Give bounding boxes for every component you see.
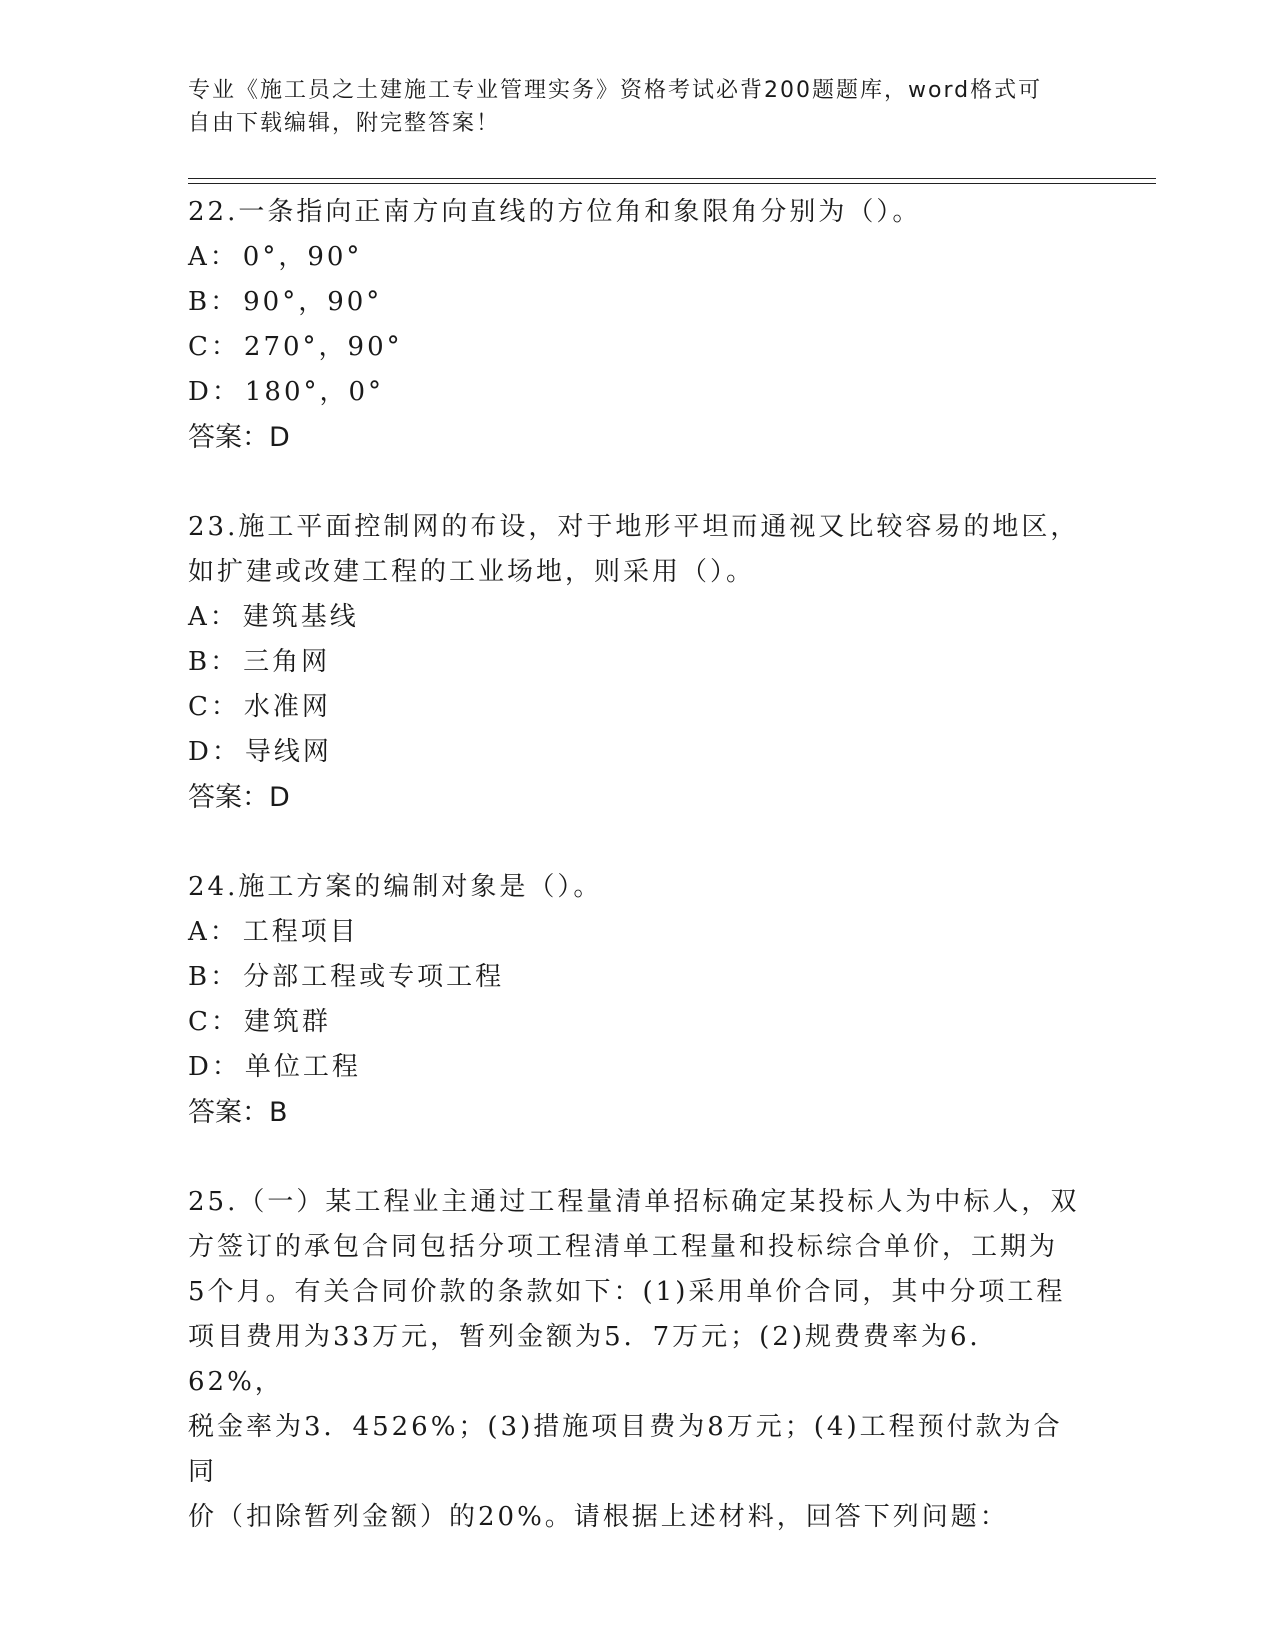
option-d bbox=[188, 730, 1088, 775]
option-a bbox=[188, 235, 1088, 280]
option-a bbox=[188, 910, 1088, 955]
question-stem bbox=[188, 190, 1088, 235]
option-letter: A： bbox=[188, 917, 239, 947]
question-stem-line: 价（扣除暂列金额）的20%。请根据上述材料，回答下列问题： bbox=[188, 1502, 1009, 1532]
option-d bbox=[188, 1045, 1088, 1090]
header-divider-top bbox=[188, 178, 1156, 179]
question-24 bbox=[188, 865, 1088, 1135]
option-text: 单位工程 bbox=[244, 1052, 361, 1082]
header-line-2: 自由下载编辑，附完整答案！ bbox=[188, 111, 501, 136]
option-letter: B： bbox=[188, 647, 240, 677]
option-letter: A： bbox=[188, 242, 239, 272]
option-b bbox=[188, 280, 1088, 325]
option-letter: D： bbox=[188, 1052, 241, 1082]
question-stem-line: 如扩建或改建工程的工业场地，则采用（）。 bbox=[188, 557, 756, 587]
header-divider-bottom bbox=[188, 183, 1156, 184]
option-text: 建筑群 bbox=[243, 1007, 331, 1037]
option-a bbox=[188, 595, 1088, 640]
option-text: 水准网 bbox=[243, 692, 331, 722]
option-c bbox=[188, 685, 1088, 730]
option-text: 270°，90° bbox=[243, 332, 403, 362]
answer-line: 答案：D bbox=[188, 782, 290, 813]
option-text: 0°，90° bbox=[242, 242, 363, 272]
question-stem-line: 项目费用为33万元，暂列金额为5．7万元；(2)规费费率为6．62%， bbox=[188, 1322, 999, 1397]
option-text: 建筑基线 bbox=[242, 602, 359, 632]
question-stem-line: 22.一条指向正南方向直线的方位角和象限角分别为（）。 bbox=[188, 197, 922, 227]
question-23 bbox=[188, 505, 1088, 820]
question-stem-line: 税金率为3．4526%；(3)措施项目费为8万元；(4)工程预付款为合同 bbox=[188, 1412, 1063, 1487]
option-b bbox=[188, 640, 1088, 685]
option-b bbox=[188, 955, 1088, 1000]
option-letter: C： bbox=[188, 1007, 240, 1037]
option-letter: D： bbox=[188, 737, 241, 767]
question-25 bbox=[188, 1180, 1088, 1540]
question-list bbox=[188, 190, 1088, 1585]
question-stem-line: 23.施工平面控制网的布设，对于地形平坦而通视又比较容易的地区， bbox=[188, 512, 1080, 542]
answer-line: 答案：D bbox=[188, 422, 290, 453]
question-stem-line: 25.（一）某工程业主通过工程量清单招标确定某投标人为中标人，双 bbox=[188, 1187, 1080, 1217]
option-d bbox=[188, 370, 1088, 415]
option-letter: B： bbox=[188, 287, 240, 317]
option-letter: D： bbox=[188, 377, 241, 407]
option-letter: B： bbox=[188, 962, 240, 992]
option-text: 导线网 bbox=[244, 737, 332, 767]
option-letter: C： bbox=[188, 332, 240, 362]
option-text: 三角网 bbox=[243, 647, 331, 677]
option-c bbox=[188, 325, 1088, 370]
question-22 bbox=[188, 190, 1088, 460]
question-stem-line: 24.施工方案的编制对象是（）。 bbox=[188, 872, 603, 902]
answer-line: 答案：B bbox=[188, 1097, 288, 1128]
header-line-1: 专业《施工员之土建施工专业管理实务》资格考试必背200题题库，word格式可 bbox=[188, 78, 1043, 103]
option-text: 180°，0° bbox=[244, 377, 385, 407]
option-c bbox=[188, 1000, 1088, 1045]
option-letter: A： bbox=[188, 602, 239, 632]
document-header bbox=[188, 74, 1068, 140]
option-text: 90°，90° bbox=[243, 287, 383, 317]
option-letter: C： bbox=[188, 692, 240, 722]
question-stem-line: 方签订的承包合同包括分项工程清单工程量和投标综合单价，工期为 bbox=[188, 1232, 1059, 1262]
option-text: 分部工程或专项工程 bbox=[243, 962, 505, 992]
question-stem bbox=[188, 1180, 1088, 1540]
question-stem bbox=[188, 865, 1088, 910]
question-stem-line: 5个月。有关合同价款的条款如下：(1)采用单价合同，其中分项工程 bbox=[188, 1277, 1066, 1307]
question-stem bbox=[188, 505, 1088, 595]
option-text: 工程项目 bbox=[242, 917, 359, 947]
